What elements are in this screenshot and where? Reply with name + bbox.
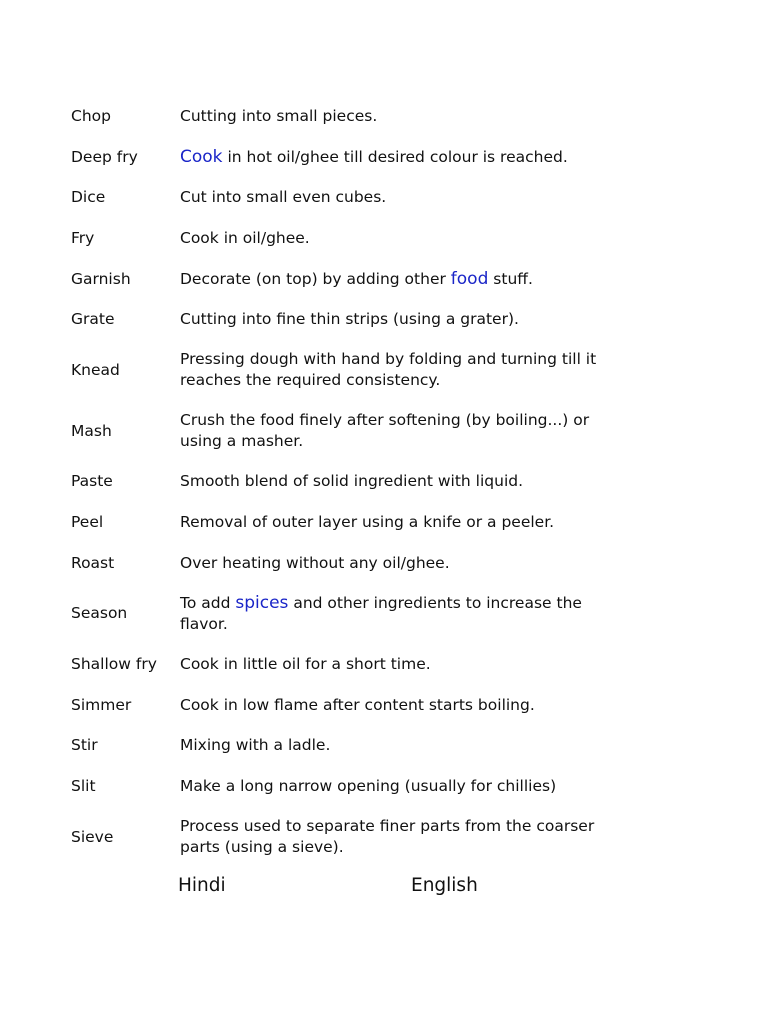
- glossary-row-peel: [71, 502, 631, 543]
- term-label: Sieve: [71, 827, 114, 846]
- term-definition: [180, 410, 631, 452]
- glossary-row-dice: [71, 177, 631, 218]
- definition-text: Crush the food finely after softening (by boiling...) or using a masher.: [180, 411, 590, 451]
- glossary-row-garnish: [71, 259, 631, 300]
- definition-text: Cook in oil/ghee.: [180, 228, 310, 247]
- definition-text: Decorate (on top) by adding other: [180, 269, 451, 288]
- definition-text: Cook in low flame after content starts boiling.: [180, 695, 535, 714]
- term-definition: [180, 269, 631, 290]
- glossary-row-paste: [71, 462, 631, 503]
- term-label: Stir: [71, 736, 98, 755]
- glossary-row-stir: [71, 726, 631, 767]
- term-definition: [180, 776, 631, 797]
- term-label: Season: [71, 604, 128, 623]
- term-label: Shallow fry: [71, 655, 157, 674]
- definition-text: Pressing dough with hand by folding and turning till it reaches the required consistency.: [180, 350, 597, 390]
- term-definition: [180, 695, 631, 716]
- footer-hindi-label: Hindi: [178, 875, 226, 896]
- term-definition: [180, 735, 631, 756]
- definition-text: Make a long narrow opening (usually for chillies): [180, 777, 557, 796]
- term-label: Peel: [71, 513, 104, 532]
- footer-english-label: English: [411, 875, 478, 896]
- glossary-row-deep-fry: [71, 137, 631, 178]
- term-label: Deep fry: [71, 147, 138, 166]
- definition-text: stuff.: [488, 269, 533, 288]
- definition-text: Cook in little oil for a short time.: [180, 655, 431, 674]
- glossary-row-shallow-fry: [71, 644, 631, 685]
- term-definition: [180, 147, 631, 168]
- term-definition: [180, 553, 631, 574]
- food-link[interactable]: food: [450, 268, 489, 289]
- definition-text: and other ingredients to increase the flavor.: [180, 593, 582, 633]
- term-label: Fry: [71, 228, 95, 247]
- term-definition: [180, 654, 631, 675]
- term-label: Roast: [71, 553, 115, 572]
- term-label: Chop: [71, 106, 111, 125]
- term-label: Garnish: [71, 269, 131, 288]
- definition-text: Cut into small even cubes.: [180, 188, 387, 207]
- glossary-row-mash: [71, 401, 631, 462]
- definition-text: Removal of outer layer using a knife or a peeler.: [180, 513, 555, 532]
- glossary-row-fry: [71, 218, 631, 259]
- definition-text: Cutting into fine thin strips (using a grater).: [180, 310, 519, 329]
- term-label: Grate: [71, 310, 115, 329]
- glossary-row-grate: [71, 299, 631, 340]
- definition-text: To add: [180, 593, 236, 612]
- cook-link[interactable]: Cook: [180, 146, 223, 167]
- term-label: Simmer: [71, 695, 132, 714]
- glossary-row-knead: [71, 340, 631, 401]
- spices-link[interactable]: spices: [235, 592, 289, 613]
- term-label: Dice: [71, 188, 106, 207]
- glossary-row-simmer: [71, 685, 631, 726]
- cooking-terms-glossary: [71, 96, 631, 868]
- term-definition: [180, 228, 631, 249]
- glossary-row-slit: [71, 766, 631, 807]
- glossary-row-sieve: [71, 807, 631, 868]
- definition-text: Cutting into small pieces.: [180, 106, 378, 125]
- glossary-row-chop: [71, 96, 631, 137]
- definition-text: Process used to separate finer parts from the coarser parts (using a sieve).: [180, 817, 595, 857]
- term-definition: [180, 512, 631, 533]
- term-label: Slit: [71, 777, 96, 796]
- term-definition: [180, 593, 631, 635]
- glossary-row-roast: [71, 543, 631, 584]
- term-definition: [180, 816, 631, 858]
- glossary-row-season: [71, 584, 631, 645]
- term-definition: [180, 349, 631, 391]
- term-definition: [180, 471, 631, 492]
- term-label: Paste: [71, 472, 113, 491]
- definition-text: Over heating without any oil/ghee.: [180, 553, 450, 572]
- definition-text: Mixing with a ladle.: [180, 736, 331, 755]
- term-definition: [180, 106, 631, 127]
- term-definition: [180, 187, 631, 208]
- definition-text: Smooth blend of solid ingredient with liquid.: [180, 472, 524, 491]
- term-definition: [180, 309, 631, 330]
- term-label: Mash: [71, 421, 112, 440]
- term-label: Knead: [71, 360, 120, 379]
- definition-text: in hot oil/ghee till desired colour is reached.: [222, 147, 568, 166]
